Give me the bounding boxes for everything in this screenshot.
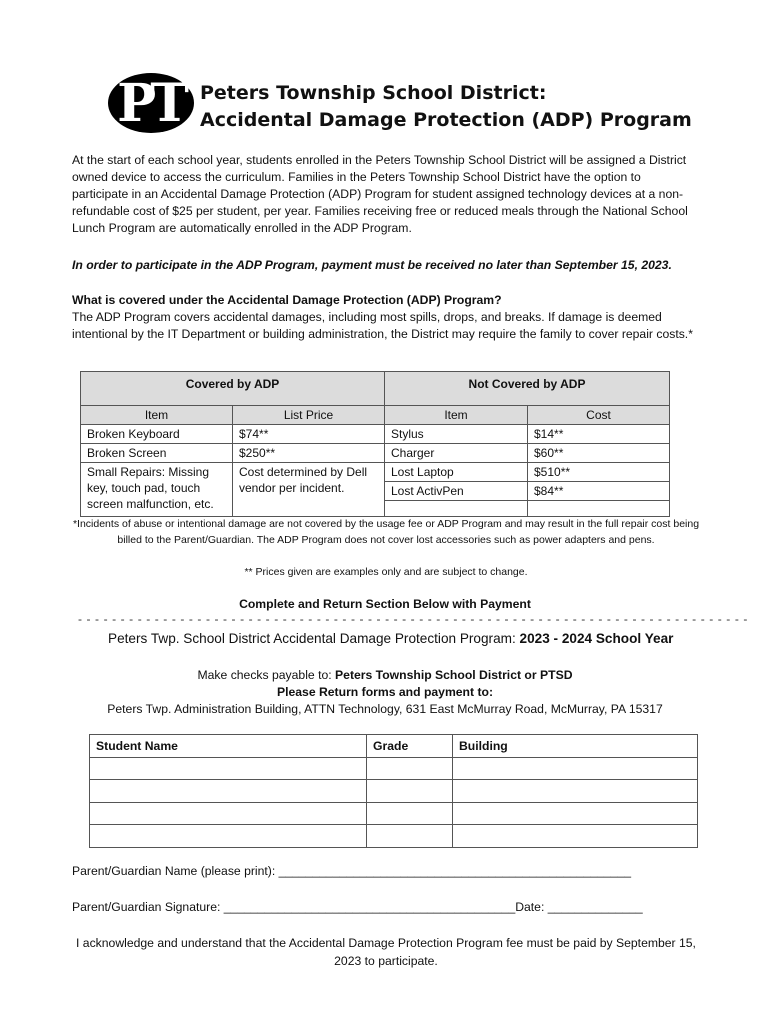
not-covered-cost: $14**: [528, 425, 670, 444]
acknowledgement-text: I acknowledge and understand that the Accidental Damage Protection Program fee must be paid by September 15, 2023 to participate.: [76, 936, 696, 968]
payable-to: Peters Township School District or PTSD: [335, 668, 573, 682]
student-name-input[interactable]: [90, 780, 367, 803]
not-covered-cost: $60**: [528, 444, 670, 463]
student-name-input[interactable]: [90, 757, 367, 780]
payable-line: [0, 668, 770, 682]
not-covered-item: Lost ActivPen: [385, 482, 528, 501]
not-covered-cost: $84**: [528, 482, 670, 501]
building-input[interactable]: [453, 780, 698, 803]
table-row: [90, 757, 698, 780]
covered-price: $250**: [233, 444, 385, 463]
title-line-1: Peters Township School District:: [200, 82, 547, 104]
col-building: Building: [453, 735, 698, 758]
empty-cell: [528, 501, 670, 517]
col-cost: Cost: [528, 406, 670, 425]
grade-input[interactable]: [367, 825, 453, 848]
coverage-question: What is covered under the Accidental Damage Protection (ADP) Program?: [72, 293, 502, 307]
document-title: [200, 80, 692, 134]
table-row: [90, 825, 698, 848]
return-section-heading: Complete and Return Section Below with Payment: [239, 597, 531, 611]
table-row: [81, 425, 670, 444]
not-covered-item: Charger: [385, 444, 528, 463]
table-row: [81, 463, 670, 482]
cut-line: - - - - - - - - - - - - - - - - - - - - - - - - - - - - - - - - - - - - - - - - - - - - - - - - - - - - - - - - - - - - - - - - - - - - - - - - - - - - - - -: [78, 612, 748, 626]
col-item-not-covered: Item: [385, 406, 528, 425]
grade-input[interactable]: [367, 802, 453, 825]
covered-price: Cost determined by Dell vendor per incident.: [233, 463, 385, 517]
program-label: Peters Twp. School District Accidental Damage Protection Program:: [108, 631, 520, 646]
district-logo: [107, 72, 195, 134]
col-grade: Grade: [367, 735, 453, 758]
program-year: 2023 - 2024 School Year: [519, 631, 674, 646]
coverage-answer: The ADP Program covers accidental damages, including most spills, drops, and breaks. If damage is deemed intentional by the IT Department or building administration, the District may require the family to cover repair costs.*: [72, 310, 693, 341]
building-input[interactable]: [453, 825, 698, 848]
payment-deadline: In order to participate in the ADP Program, payment must be received no later than September 15, 2023.: [72, 258, 672, 272]
guardian-name-field[interactable]: Parent/Guardian Name (please print): ____________________________________________________: [72, 864, 632, 878]
return-address: Peters Twp. Administration Building, ATTN Technology, 631 East McMurray Road, McMurray, PA 15317: [107, 702, 663, 716]
not-covered-item: Stylus: [385, 425, 528, 444]
payable-label: Make checks payable to:: [197, 668, 336, 682]
covered-item: Broken Keyboard: [81, 425, 233, 444]
covered-header: Covered by ADP: [81, 372, 385, 406]
not-covered-header: Not Covered by ADP: [385, 372, 670, 406]
table-row: [81, 444, 670, 463]
col-student-name: Student Name: [90, 735, 367, 758]
guardian-signature-field[interactable]: Parent/Guardian Signature: ___________________________________________Date: ______________: [72, 900, 643, 914]
return-label: Please Return forms and payment to:: [276, 685, 494, 699]
covered-item: Broken Screen: [81, 444, 233, 463]
title-line-2: Accidental Damage Protection (ADP) Program: [200, 109, 692, 131]
building-input[interactable]: [453, 757, 698, 780]
program-line: [108, 631, 673, 646]
building-input[interactable]: [453, 802, 698, 825]
student-name-input[interactable]: [90, 802, 367, 825]
abuse-note: *Incidents of abuse or intentional damage are not covered by the usage fee or ADP Program and may result in the full repair cost being billed to the Parent/Guardian. The ADP Program does not cover lost accessories such as power adapters and pens.: [72, 518, 700, 546]
not-covered-item: Lost Laptop: [385, 463, 528, 482]
logo-text: PT: [117, 73, 183, 134]
grade-input[interactable]: [367, 780, 453, 803]
not-covered-cost: $510**: [528, 463, 670, 482]
intro-paragraph: At the start of each school year, students enrolled in the Peters Township School District will be assigned a District owned device to access the curriculum. Families in the Peters Township School District have the option to participate in an Accidental Damage Protection (ADP) Program for student assigned technology devices at a non-refundable cost of $25 per student, per year. Families receiving free or reduced meals through the National School Lunch Program are automatically enrolled in the ADP Program.: [72, 153, 688, 235]
adp-coverage-table: [80, 371, 670, 517]
grade-input[interactable]: [367, 757, 453, 780]
student-info-table: [89, 734, 698, 848]
table-row: [90, 802, 698, 825]
student-name-input[interactable]: [90, 825, 367, 848]
price-note: ** Prices given are examples only and are subject to change.: [244, 566, 528, 578]
col-item: Item: [81, 406, 233, 425]
covered-price: $74**: [233, 425, 385, 444]
col-list-price: List Price: [233, 406, 385, 425]
covered-item: Small Repairs: Missing key, touch pad, touch screen malfunction, etc.: [81, 463, 233, 517]
empty-cell: [385, 501, 528, 517]
table-row: [90, 780, 698, 803]
